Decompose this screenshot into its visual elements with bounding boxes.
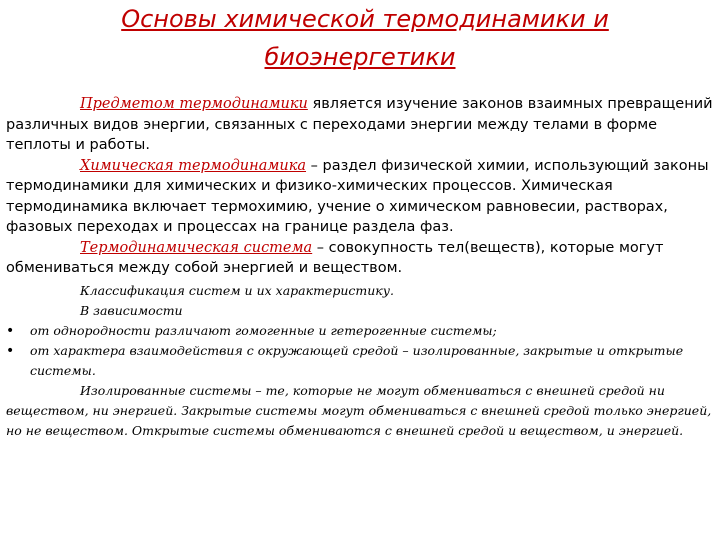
bullet-icon: • [6, 322, 15, 339]
paragraph-chemical-thermodynamics [6, 156, 714, 238]
paragraph-thermodynamics-subject [6, 94, 714, 156]
paragraph-system-types: Изолированные системы – те, которые не могут обмениваться с внешней средой ни веществом, ни энергией. Закрытые системы могут обмениваться с внешней средой только энергией, но не веществом. Открытые системы обмениваются с внешней средой и веществом, и энергией. [6, 382, 712, 438]
classification-list [6, 321, 714, 381]
list-item [6, 321, 714, 341]
list-item-text: от характера взаимодействия с окружающей средой – изолированные, закрытые и открытые системы. [30, 342, 684, 378]
classification-section [6, 281, 714, 441]
list-item [6, 341, 714, 381]
term-chemical-thermodynamics: Химическая термодинамика [80, 157, 307, 174]
title-line-1: Основы химической термодинамики и [121, 5, 609, 33]
bullet-icon: • [6, 342, 15, 359]
slide-title [0, 0, 720, 76]
title-line-2: биоэнергетики [264, 43, 456, 71]
slide-body [6, 94, 714, 441]
list-item-text: от однородности различают гомогенные и гетерогенные системы; [30, 322, 497, 338]
paragraph-thermodynamic-system [6, 238, 714, 279]
term-thermodynamics-subject: Предметом термодинамики [80, 96, 308, 112]
paragraph-text: – совокупность тел(веществ), которые могут обмениваться между собой энергией и веществом. [6, 239, 664, 276]
classification-subheading: В зависимости [80, 302, 183, 318]
term-thermodynamic-system: Термодинамическая система [80, 239, 313, 256]
classification-heading: Классификация систем и их характеристику. [80, 282, 394, 298]
paragraph-text: – раздел физической химии, использующий законы термодинамики для химических и физико-химических процессов. Химическая термодинамика включает термохимию, учение о химическом равновесии, растворах, фазовых переходах и процессах на границе раздела фаз. [6, 157, 709, 235]
paragraph-text: является изучение законов взаимных превращений различных видов энергии, связанных с переходами энергии между телами в форме теплоты и работы. [6, 96, 713, 153]
